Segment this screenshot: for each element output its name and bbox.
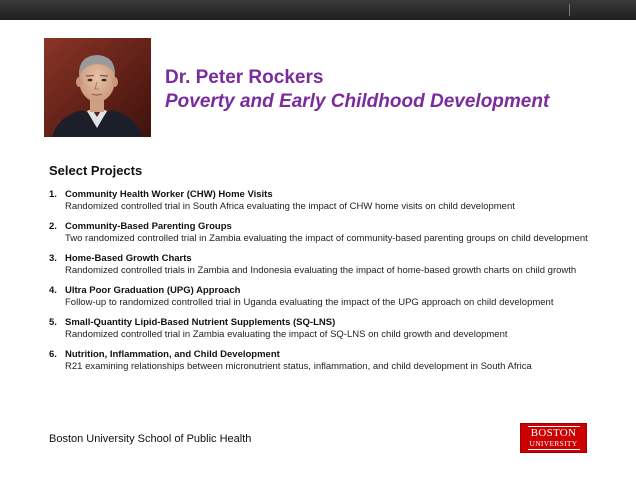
project-description: Randomized controlled trials in Zambia and Indonesia evaluating the impact of home-based growth charts on child growth (65, 265, 577, 276)
project-number: 6. (49, 349, 57, 360)
project-number: 5. (49, 317, 57, 328)
project-description: Randomized controlled trial in South Africa evaluating the impact of CHW home visits on child development (65, 201, 515, 212)
project-item (49, 221, 629, 253)
project-number: 2. (49, 221, 57, 232)
footer-institution: Boston University School of Public Health (49, 433, 252, 445)
portrait-photo (44, 38, 151, 137)
logo-wordmark (528, 426, 580, 450)
project-description: Follow-up to randomized controlled trial in Uganda evaluating the impact of the UPG approach on child development (65, 297, 554, 308)
research-area-title: Poverty and Early Childhood Development (165, 91, 550, 112)
person-name: Dr. Peter Rockers (165, 67, 324, 88)
project-title: Home-Based Growth Charts (65, 253, 192, 264)
project-description: Two randomized controlled trial in Zambia evaluating the impact of community-based parenting groups on child development (65, 233, 588, 244)
project-item (49, 189, 629, 221)
project-title: Small-Quantity Lipid-Based Nutrient Supplements (SQ-LNS) (65, 317, 336, 328)
project-description: Randomized controlled trial in Zambia evaluating the impact of SQ-LNS on child growth and development (65, 329, 508, 340)
project-item (49, 253, 629, 285)
project-number: 1. (49, 189, 57, 200)
project-title: Nutrition, Inflammation, and Child Development (65, 349, 280, 360)
project-number: 3. (49, 253, 57, 264)
logo-line-university: UNIVERSITY (529, 439, 578, 448)
logo-line-boston: BOSTON (530, 427, 577, 439)
boston-university-logo (520, 423, 587, 453)
project-item (49, 317, 629, 349)
top-bar-divider (569, 4, 570, 16)
project-description: R21 examining relationships between micronutrient status, inflammation, and child development in South Africa (65, 361, 532, 372)
section-heading: Select Projects (49, 163, 143, 178)
portrait-image (44, 38, 151, 137)
project-list (49, 189, 629, 381)
project-title: Community-Based Parenting Groups (65, 221, 232, 232)
project-title: Ultra Poor Graduation (UPG) Approach (65, 285, 241, 296)
project-item (49, 285, 629, 317)
project-number: 4. (49, 285, 57, 296)
project-item (49, 349, 629, 381)
top-bar (0, 0, 636, 20)
title-block (165, 66, 549, 114)
project-title: Community Health Worker (CHW) Home Visits (65, 189, 273, 200)
